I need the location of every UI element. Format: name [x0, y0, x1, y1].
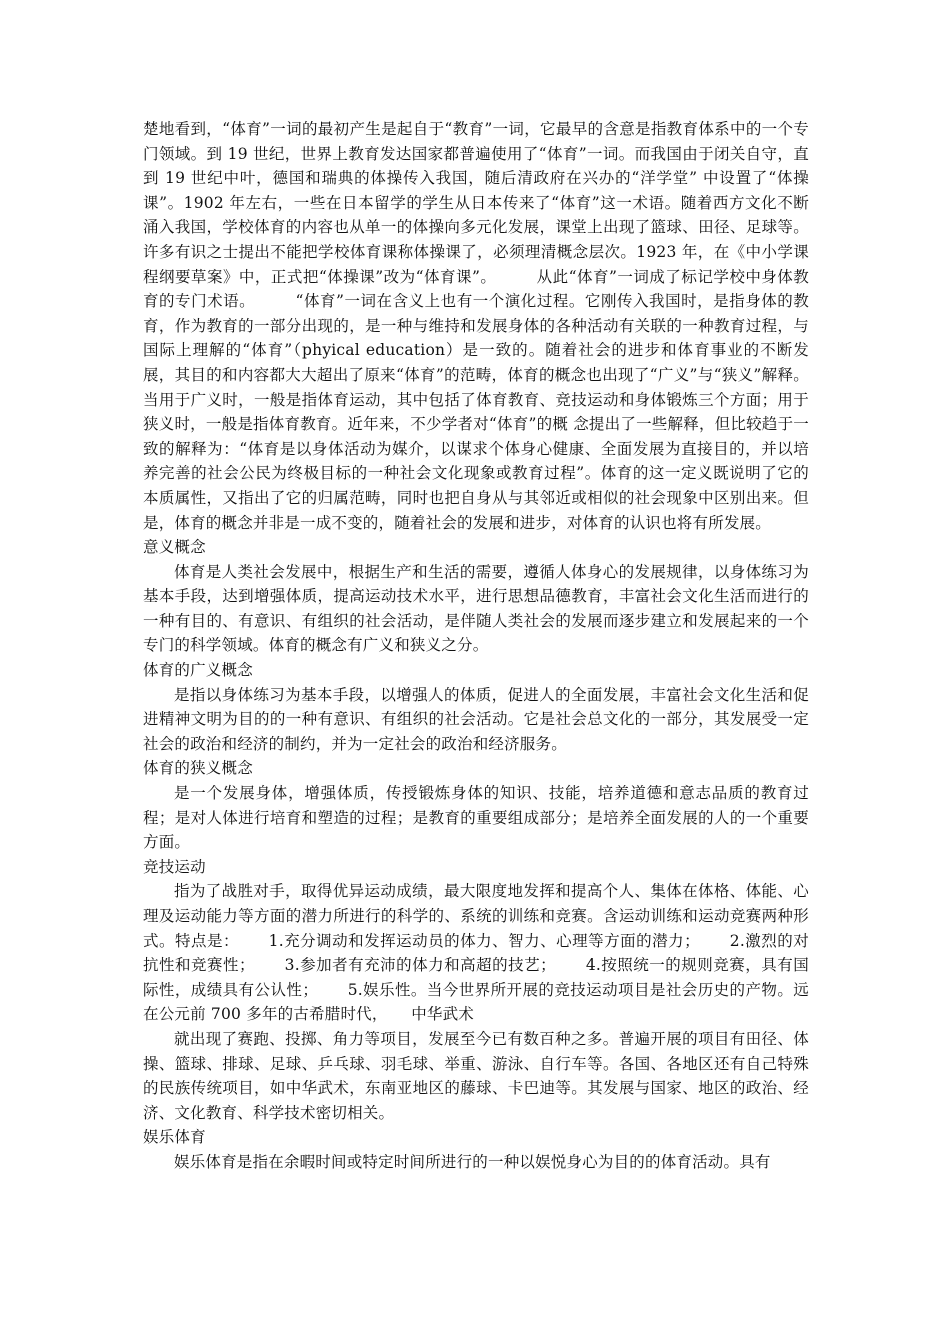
narrow-paragraph: 是一个发展身体，增强体质，传授锻炼身体的知识、技能，培养道德和意志品质的教育过程；是对人体进行培育和塑造的过程；是教育的重要组成部分；是培养全面发展的人的一个重要方面。 — [143, 784, 809, 852]
section-heading-broad: 体育的广义概念 — [143, 661, 253, 680]
section-heading-narrow: 体育的狭义概念 — [143, 759, 253, 778]
broad-paragraph: 是指以身体练习为基本手段，以增强人的体质，促进人的全面发展，丰富社会文化生活和促进精神文明为目的的一种有意识、有组织的社会活动。它是社会总文化的一部分，其发展受一定社会的政治和经济的制约，并为一定社会的政治和经济服务。 — [143, 685, 809, 753]
competitive-paragraph: 指为了战胜对手，取得优异运动成绩，最大限度地发挥和提高个人、集体在体格、体能、心理及运动能力等方面的潜力所进行的科学的、系统的训练和竞赛。含运动训练和运动竞赛两种形式。特点是： 1.充分调动和发挥运动员的体力、智力、心理等方面的潜力； 2.激烈的对抗性和竞赛性； 3.参加者有充沛的体力和高超的技艺； 4.按照统一的规则竞赛，具有国际性，成绩具有公认性； 5.娱乐性。当今世界所开展的竞技运动项目是社会历史的产物。远在公元前 700 多年的古希腊时代， 中华武术 — [143, 882, 809, 1024]
competitive-paragraph-continued: 就出现了赛跑、投掷、角力等项目，发展至今已有数百种之多。普遍开展的项目有田径、体操、篮球、排球、足球、乒乓球、羽毛球、举重、游泳、自行车等。各国、各地区还有自己特殊的民族传统项目，如中华武术，东南亚地区的藤球、卡巴迪等。其发展与国家、地区的政治、经济、文化教育、科学技术密切相关。 — [143, 1029, 809, 1122]
section-heading-meaning: 意义概念 — [143, 538, 206, 557]
section-heading-competitive: 竞技运动 — [143, 857, 206, 876]
intro-paragraph: 楚地看到，“体育”一词的最初产生是起自于“教育”一词，它最早的含意是指教育体系中的一个专门领域。到 19 世纪，世界上教育发达国家都普遍使用了“体育”一词。而我国由于闭关自守，直到 19 世纪中叶，德国和瑞典的体操传入我国，随后清政府在兴办的“洋学堂” 中设置了“体操课”。1902 年左右，一些在日本留学的学生从日本传来了“体育”这一术语。随着西方文化不断涌入我国，学校体育的内容也从单一的体操向多元化发展，课堂上出现了篮球、田径、足球等。许多有识之士提出不能把学校体育课称体操课了，必须理清概念层次。1923 年，在《中小学课程纲要草案》中，正式把“体操课”改为“体育课”。 从此“体育”一词成了标记学校中身体教育的专门术语。 “体育”一词在含义上也有一个演化过程。它刚传入我国时，是指身体的教育，作为教育的一部分出现的，是一种与维持和发展身体的各种活动有关联的一种教育过程，与国际上理解的“体育”（phyical education）是一致的。随着社会的进步和体育事业的不断发展，其目的和内容都大大超出了原来“体育”的范畴，体育的概念也出现了“广义”与“狭义”解释。当用于广义时，一般是指体育运动，其中包括了体育教育、竞技运动和身体锻炼三个方面；用于狭义时，一般是指体育教育。近年来，不少学者对“体育”的概 念提出了一些解释，但比较趋于一致的解释为：“体育是以身体活动为媒介，以谋求个体身心健康、全面发展为直接目的，并以培养完善的社会公民为终极目标的一种社会文化现象或教育过程”。体育的这一定义既说明了它的本质属性，又指出了它的归属范畴，同时也把自身从与其邻近或相似的社会现象中区别出来。但是，体育的概念并非是一成不变的，随着社会的发展和进步，对体育的认识也将有所发展。 — [143, 120, 809, 532]
section-heading-recreational: 娱乐体育 — [143, 1128, 206, 1147]
meaning-paragraph: 体育是人类社会发展中，根据生产和生活的需要，遵循人体身心的发展规律，以身体练习为基本手段，达到增强体质，提高运动技术水平，进行思想品德教育，丰富社会文化生活而进行的一种有目的、有意识、有组织的社会活动，是伴随人类社会的发展而逐步建立和发展起来的一个专门的科学领域。体育的概念有广义和狭义之分。 — [143, 562, 809, 655]
recreational-paragraph: 娱乐体育是指在余暇时间或特定时间所进行的一种以娱悦身心为目的的体育活动。具有 — [174, 1152, 771, 1171]
document-body — [143, 117, 809, 1175]
